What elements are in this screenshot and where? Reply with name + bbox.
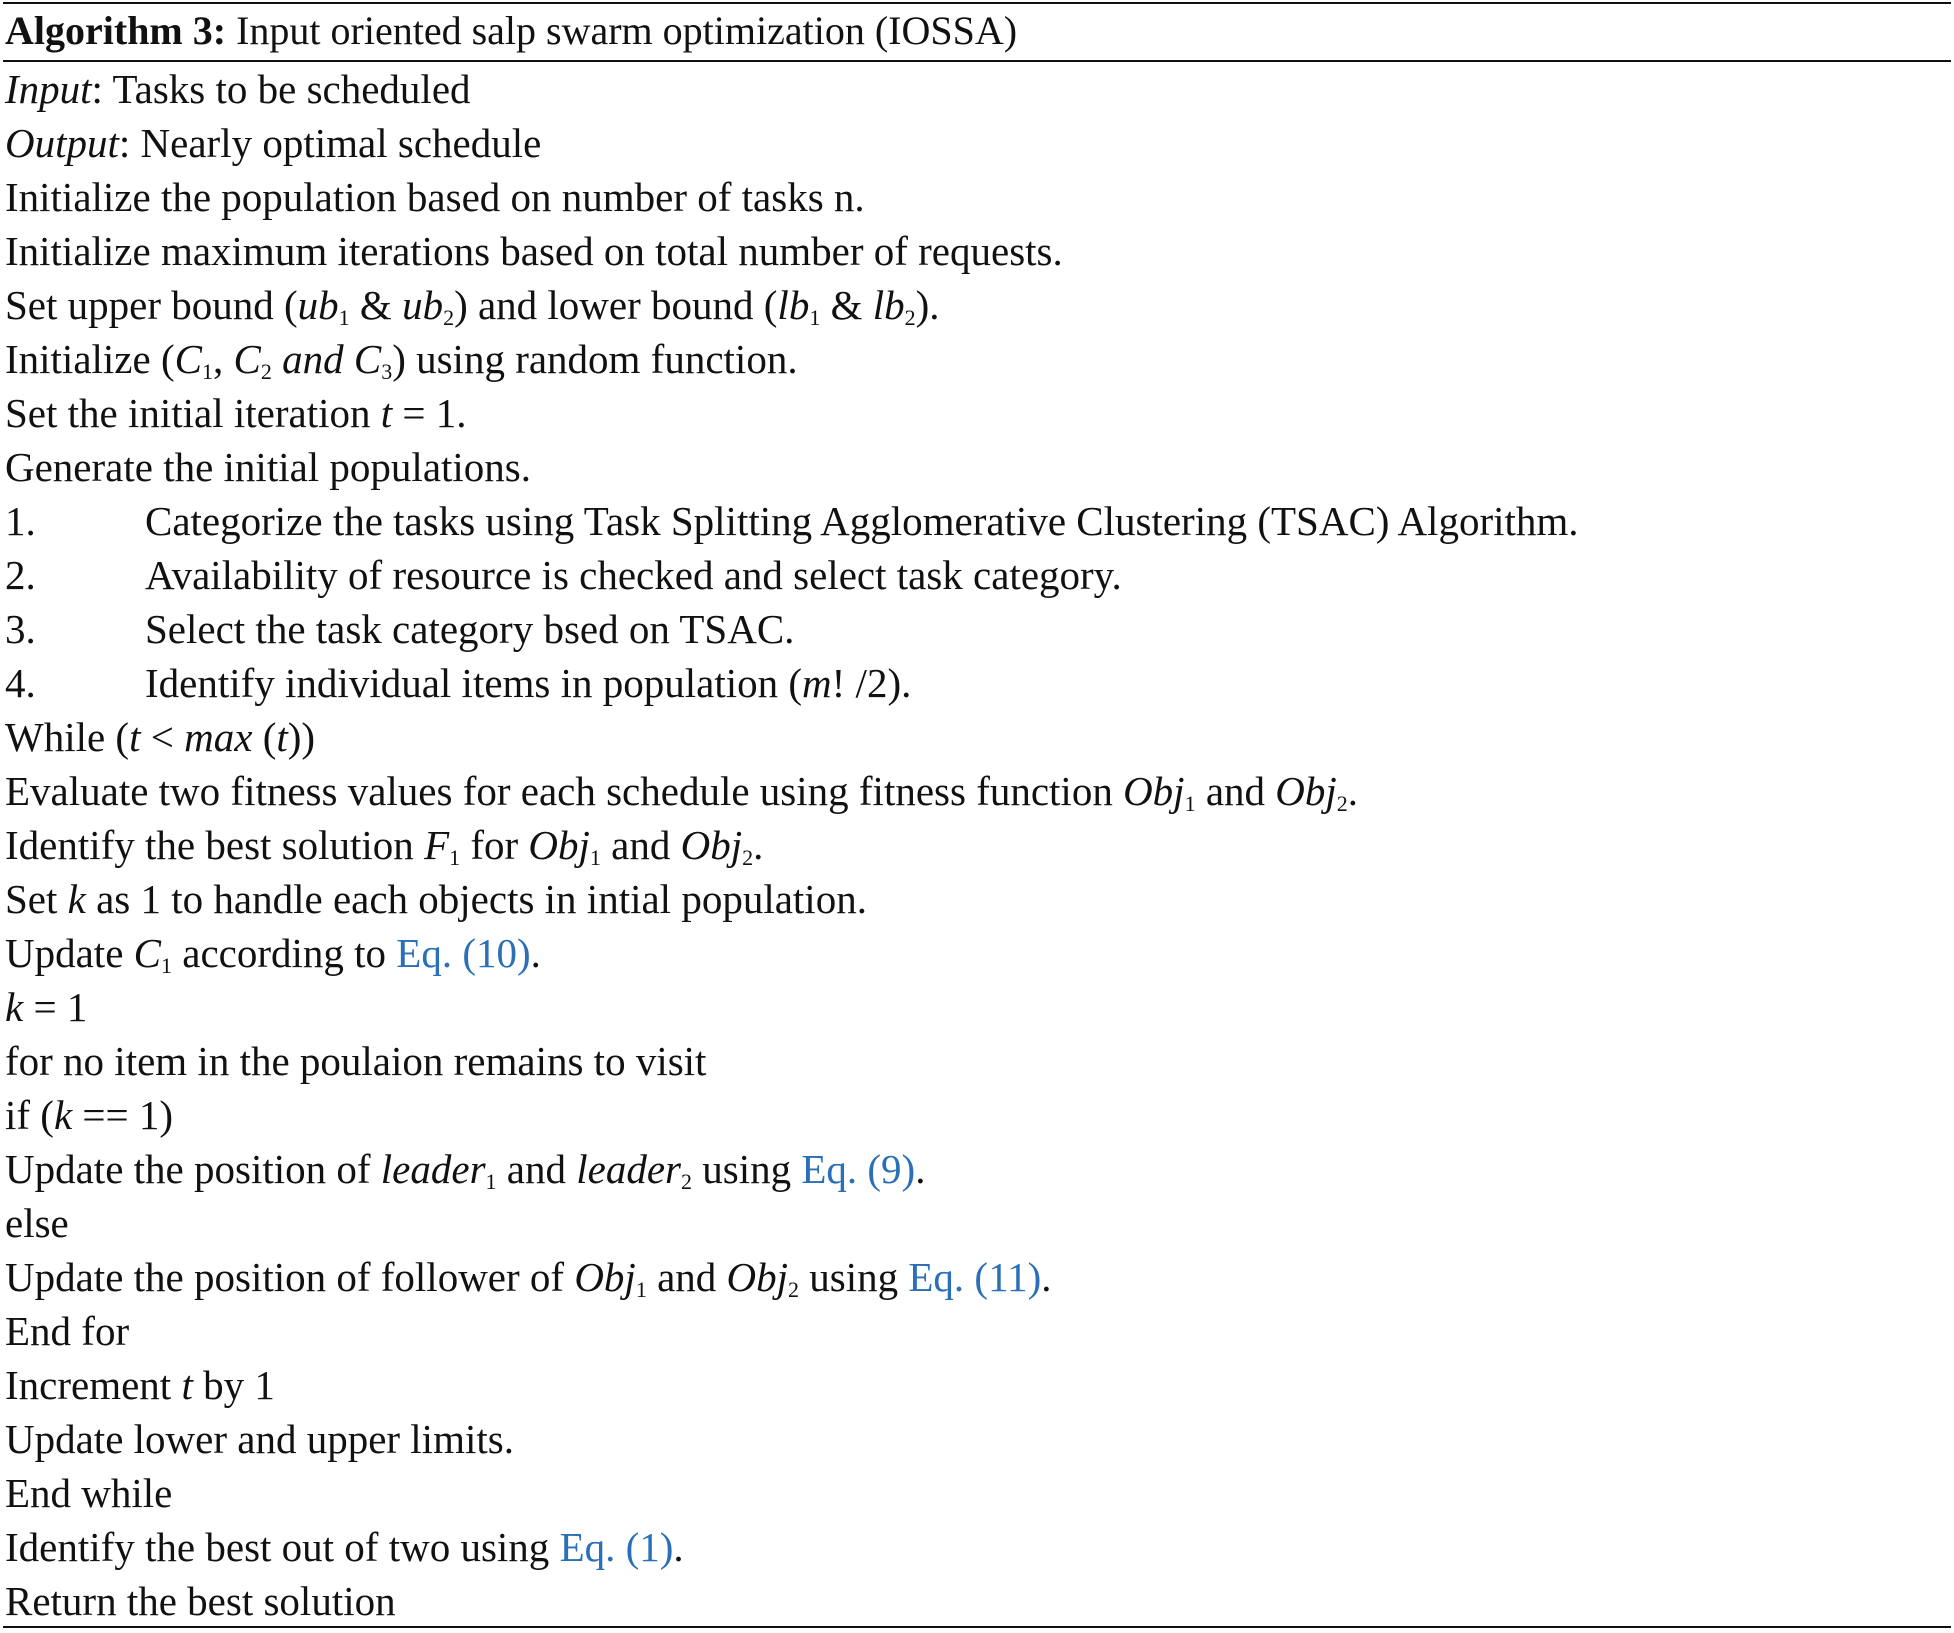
line-increment: Increment t by 1 (5, 1362, 275, 1408)
bottom-rule (3, 1626, 1951, 1628)
algorithm-caption (3, 4, 1951, 58)
line-end-while: End while (5, 1470, 173, 1516)
line-set-k: Set k as 1 to handle each objects in intial population. (5, 876, 867, 922)
line-evaluate: Evaluate two fitness values for each schedule using fitness function Obj$_1$ and Obj$_2$. (5, 768, 1359, 816)
line-update-leader: Update the position of leader$_1$ and leader$_2$ using Eq. (9). (5, 1146, 926, 1194)
line-best-solution: Identify the best solution $F_1$ for Obj$_1$ and Obj$_2$. (5, 822, 764, 870)
line-init-population: Initialize the population based on number of tasks n. (5, 174, 865, 220)
line-for: for no item in the poulaion remains to visit (5, 1038, 707, 1084)
step-4: 4. Identify individual items in population (m! /2). (5, 660, 912, 706)
line-update-c1: Update $C_1$ according to Eq. (10). (5, 930, 541, 978)
line-while: While (t < max (t)) (5, 714, 316, 760)
eq-1-link[interactable]: Eq. (1) (559, 1524, 674, 1570)
line-k-equals: k = 1 (5, 984, 88, 1030)
line-init-iterations: Initialize maximum iterations based on total number of requests. (5, 228, 1063, 274)
line-else: else (5, 1200, 69, 1246)
line-bounds: Set upper bound ($ub_1$ & $ub_2$) and lower bound ($lb_1$ & $lb_2$). (5, 282, 940, 330)
line-end-for: End for (5, 1308, 130, 1354)
line-set-iteration: Set the initial iteration t = 1. (5, 390, 467, 436)
line-update-limits: Update lower and upper limits. (5, 1416, 514, 1462)
eq-9-link[interactable]: Eq. (9) (801, 1146, 916, 1192)
algorithm-box (3, 2, 1951, 1628)
algorithm-label: Algorithm 3: (5, 8, 227, 53)
output-line: Output: Nearly optimal schedule (5, 120, 542, 166)
line-update-follower: Update the position of follower of Obj$_1$ and Obj$_2$ using Eq. (11). (5, 1254, 1052, 1302)
eq-10-link[interactable]: Eq. (10) (396, 930, 531, 976)
algorithm-body (3, 62, 1951, 1628)
step-3: 3. Select the task category bsed on TSAC. (5, 606, 795, 652)
line-return: Return the best solution (5, 1578, 396, 1624)
eq-11-link[interactable]: Eq. (11) (908, 1254, 1042, 1300)
step-1: 1. Categorize the tasks using Task Splitting Agglomerative Clustering (TSAC) Algorithm. (5, 498, 1579, 544)
input-line: Input: Tasks to be scheduled (5, 66, 471, 112)
algorithm-title: Input oriented salp swarm optimization (IOSSA) (236, 8, 1018, 53)
step-2: 2. Availability of resource is checked and select task category. (5, 552, 1122, 598)
line-if: if (k == 1) (5, 1092, 174, 1138)
line-generate: Generate the initial populations. (5, 444, 532, 490)
line-best-of-two: Identify the best out of two using Eq. (1). (5, 1524, 684, 1570)
line-init-c: Initialize ($C_1$, $C_2$ and $C_3$) using random function. (5, 336, 798, 384)
